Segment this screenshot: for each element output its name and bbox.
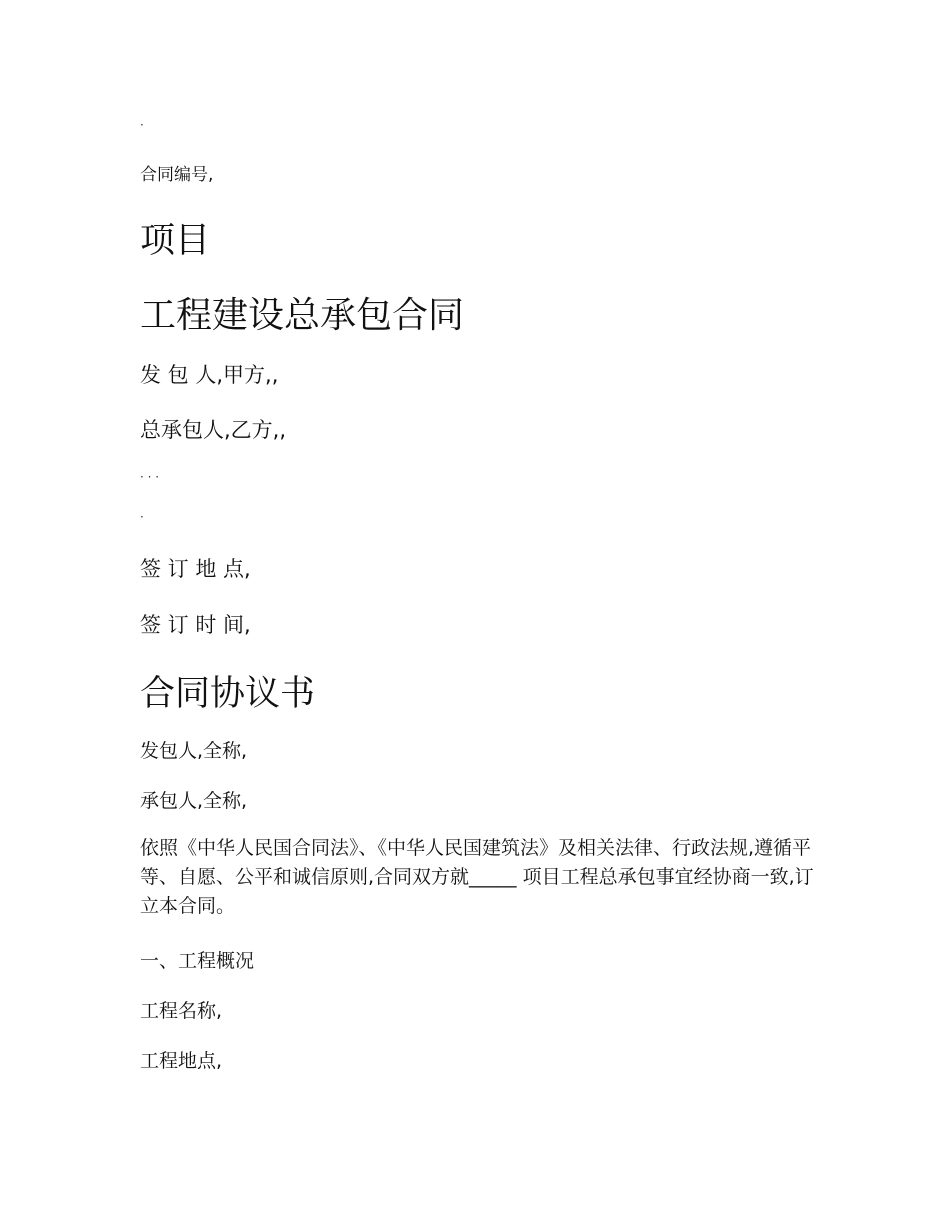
dots-row: · · · (140, 470, 160, 484)
section-heading-overview: 一、工程概况 (140, 950, 255, 972)
top-dot-mark: · (140, 118, 144, 132)
dot-row: · (140, 510, 144, 524)
title-project: 项目 (140, 221, 211, 261)
signing-time-label: 签 订 时 间, (140, 613, 251, 637)
contract-number-label: 合同编号, (140, 165, 214, 185)
project-location-label: 工程地点, (140, 1050, 223, 1072)
employer-line: 发 包 人,甲方,, (140, 363, 279, 387)
preamble-paragraph: 依照《中华人民国合同法》、《中华人民国建筑法》及相关法律、行政法规,遵循平等、自愿、公平和诚信原则,合同双方就_____ 项目工程总承包事宜经协商一致,订立本合同。 (140, 837, 814, 917)
agreement-heading: 合同协议书 (140, 674, 316, 714)
contractor-full-name: 承包人,全称, (140, 790, 248, 812)
project-name-label: 工程名称, (140, 1000, 223, 1022)
signing-place-label: 签 订 地 点, (140, 557, 251, 581)
contractor-line: 总承包人,乙方,, (140, 418, 287, 442)
employer-full-name: 发包人,全称, (140, 740, 248, 762)
title-contract: 工程建设总承包合同 (140, 295, 465, 336)
